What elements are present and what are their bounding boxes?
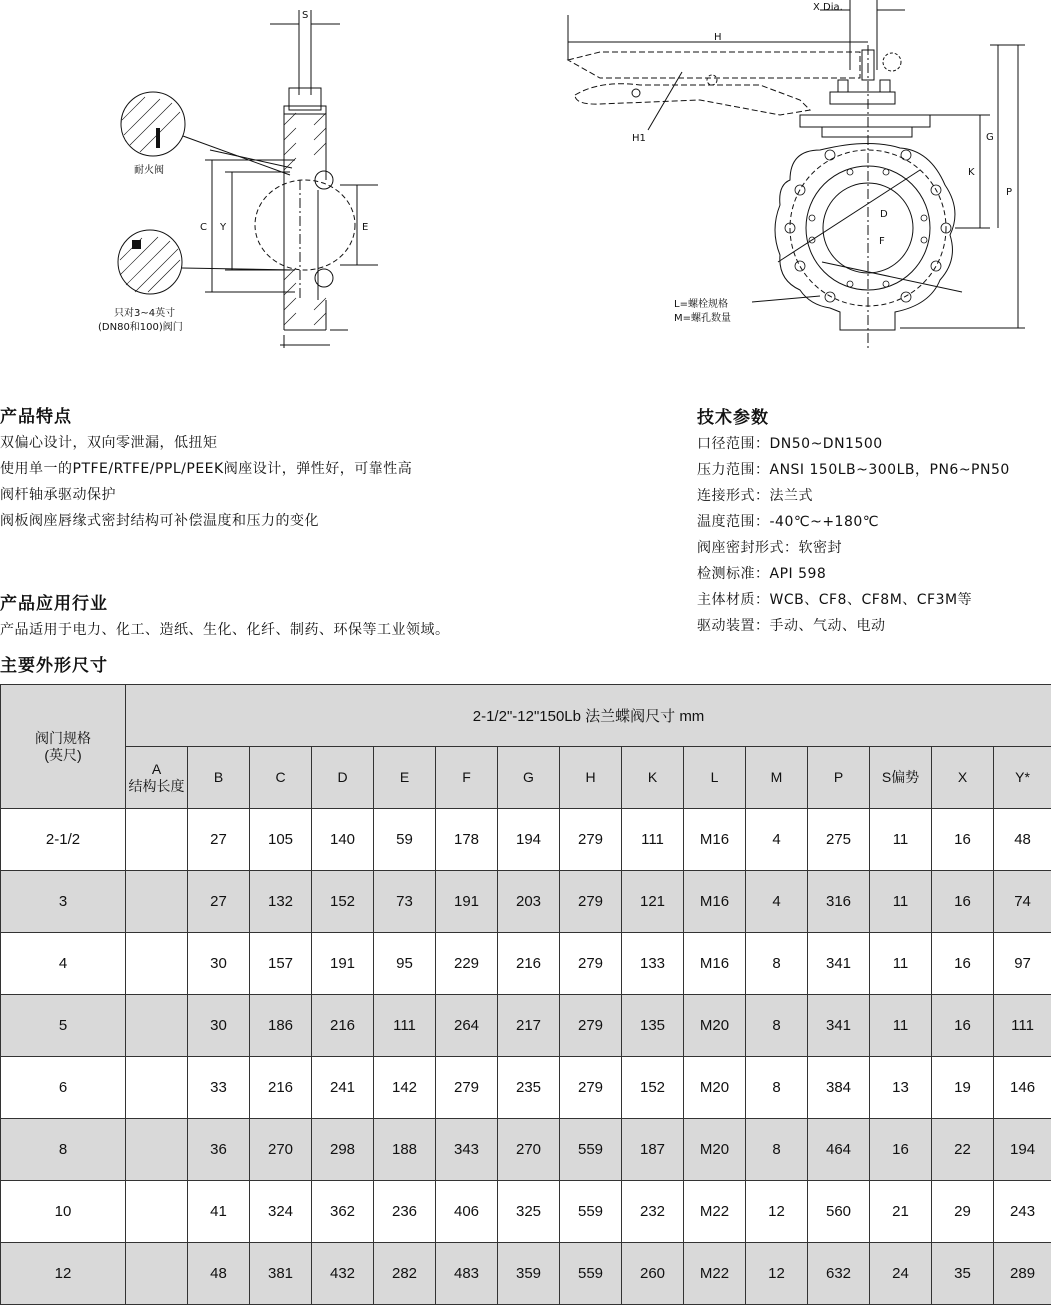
size-note-line2: (DN80和100)阀门 xyxy=(98,322,183,333)
dimensions-title: 主要外形尺寸 xyxy=(0,656,108,676)
column-header: X xyxy=(932,747,994,809)
table-cell: 406 xyxy=(436,1181,498,1243)
dim-label-h: H xyxy=(714,32,722,43)
table-cell: 95 xyxy=(374,933,436,995)
table-cell: 146 xyxy=(994,1057,1051,1119)
table-cell: 74 xyxy=(994,871,1051,933)
table-cell: 203 xyxy=(498,871,560,933)
group-header: 2-1/2"-12"150Lb 法兰蝶阀尺寸 mm xyxy=(126,685,1051,747)
table-cell: 4 xyxy=(746,809,808,871)
dim-label-xdia: X Dia. xyxy=(813,2,843,13)
feature-item: 阀板阀座唇缘式密封结构可补偿温度和压力的变化 xyxy=(0,513,319,529)
table-cell: 111 xyxy=(994,995,1051,1057)
table-cell: 560 xyxy=(808,1181,870,1243)
dim-label-d: D xyxy=(880,209,888,220)
table-cell: 483 xyxy=(436,1243,498,1305)
table-row xyxy=(1,1243,1051,1305)
specs-list xyxy=(697,431,1010,639)
table-cell: 188 xyxy=(374,1119,436,1181)
side-view-drawing xyxy=(118,10,378,348)
size-cell: 10 xyxy=(1,1181,126,1243)
table-cell: 279 xyxy=(436,1057,498,1119)
size-header: 阀门规格 (英尺) xyxy=(1,685,126,809)
table-cell: 121 xyxy=(622,871,684,933)
column-header: D xyxy=(312,747,374,809)
table-row xyxy=(1,871,1051,933)
column-header: S偏势 xyxy=(870,747,932,809)
table-cell: 316 xyxy=(808,871,870,933)
table-cell: M20 xyxy=(684,1119,746,1181)
table-cell: 12 xyxy=(746,1181,808,1243)
column-header: H xyxy=(560,747,622,809)
table-cell xyxy=(126,1057,188,1119)
table-cell: 632 xyxy=(808,1243,870,1305)
table-cell xyxy=(126,1119,188,1181)
table-cell: 186 xyxy=(250,995,312,1057)
table-cell: 178 xyxy=(436,809,498,871)
table-row xyxy=(1,995,1051,1057)
table-cell: 217 xyxy=(498,995,560,1057)
dim-label-p: P xyxy=(1006,187,1013,198)
table-cell: 324 xyxy=(250,1181,312,1243)
table-cell: 97 xyxy=(994,933,1051,995)
spec-item: 温度范围：-40℃~+180℃ xyxy=(697,514,879,530)
table-cell: 48 xyxy=(994,809,1051,871)
table-cell: 216 xyxy=(312,995,374,1057)
spec-item: 检测标准：API 598 xyxy=(697,566,827,582)
bolt-note-l: L=螺栓规格 xyxy=(674,299,728,310)
table-cell: 279 xyxy=(560,1057,622,1119)
table-cell: 279 xyxy=(560,995,622,1057)
table-row xyxy=(1,809,1051,871)
feature-item: 双偏心设计，双向零泄漏，低扭矩 xyxy=(0,435,218,451)
table-cell: 11 xyxy=(870,995,932,1057)
dim-label-s: S xyxy=(302,10,309,21)
table-cell: 241 xyxy=(312,1057,374,1119)
table-cell: 27 xyxy=(188,809,250,871)
table-cell: 559 xyxy=(560,1119,622,1181)
table-cell: 30 xyxy=(188,933,250,995)
table-cell: 111 xyxy=(374,995,436,1057)
size-cell: 6 xyxy=(1,1057,126,1119)
table-cell xyxy=(126,1181,188,1243)
table-cell: 243 xyxy=(994,1181,1051,1243)
features-list xyxy=(0,430,412,534)
table-cell: 8 xyxy=(746,1119,808,1181)
table-cell: 105 xyxy=(250,809,312,871)
table-cell: 464 xyxy=(808,1119,870,1181)
column-header: F xyxy=(436,747,498,809)
table-header-row xyxy=(1,685,1051,747)
table-cell: 11 xyxy=(870,871,932,933)
table-cell xyxy=(126,1243,188,1305)
dim-label-g: G xyxy=(986,132,994,143)
column-header: G xyxy=(498,747,560,809)
table-cell: 11 xyxy=(870,809,932,871)
table-cell: 16 xyxy=(932,871,994,933)
table-cell: 432 xyxy=(312,1243,374,1305)
table-cell: 27 xyxy=(188,871,250,933)
spec-item: 驱动装置：手动、气动、电动 xyxy=(697,618,886,634)
front-view-drawing xyxy=(568,0,1025,350)
table-cell: 140 xyxy=(312,809,374,871)
table-cell: 341 xyxy=(808,933,870,995)
column-header: B xyxy=(188,747,250,809)
table-cell: 142 xyxy=(374,1057,436,1119)
table-cell: 111 xyxy=(622,809,684,871)
table-cell: 270 xyxy=(498,1119,560,1181)
column-header: E xyxy=(374,747,436,809)
table-cell xyxy=(126,809,188,871)
column-header: A 结构长度 xyxy=(126,747,188,809)
table-cell: M22 xyxy=(684,1181,746,1243)
table-cell: 152 xyxy=(312,871,374,933)
bolt-note-m: M=螺孔数量 xyxy=(674,313,732,324)
column-header: L xyxy=(684,747,746,809)
table-cell: 343 xyxy=(436,1119,498,1181)
table-cell: 12 xyxy=(746,1243,808,1305)
table-cell: 59 xyxy=(374,809,436,871)
fireproof-label: 耐火阀 xyxy=(134,165,164,176)
table-cell xyxy=(126,871,188,933)
size-cell: 2-1/2 xyxy=(1,809,126,871)
dim-label-e: E xyxy=(362,222,369,233)
table-cell: 29 xyxy=(932,1181,994,1243)
size-cell: 8 xyxy=(1,1119,126,1181)
table-cell: 216 xyxy=(250,1057,312,1119)
dim-label-h1: H1 xyxy=(632,133,646,144)
table-cell: 384 xyxy=(808,1057,870,1119)
size-cell: 3 xyxy=(1,871,126,933)
column-header: Y* xyxy=(994,747,1051,809)
spec-item: 主体材质：WCB、CF8、CF8M、CF3M等 xyxy=(697,592,973,608)
table-cell: 4 xyxy=(746,871,808,933)
table-cell: 282 xyxy=(374,1243,436,1305)
table-cell xyxy=(126,995,188,1057)
table-cell: 21 xyxy=(870,1181,932,1243)
table-cell: 275 xyxy=(808,809,870,871)
table-cell: 289 xyxy=(994,1243,1051,1305)
table-cell: 359 xyxy=(498,1243,560,1305)
table-cell: 279 xyxy=(560,871,622,933)
table-cell: 559 xyxy=(560,1181,622,1243)
table-cell: 133 xyxy=(622,933,684,995)
table-cell: 194 xyxy=(498,809,560,871)
table-cell: 260 xyxy=(622,1243,684,1305)
table-cell: 132 xyxy=(250,871,312,933)
features-title: 产品特点 xyxy=(0,407,72,427)
table-cell: 19 xyxy=(932,1057,994,1119)
table-cell: 325 xyxy=(498,1181,560,1243)
table-cell: 270 xyxy=(250,1119,312,1181)
table-cell: 73 xyxy=(374,871,436,933)
table-cell: M16 xyxy=(684,933,746,995)
table-cell: 187 xyxy=(622,1119,684,1181)
table-cell: 8 xyxy=(746,995,808,1057)
table-cell: 30 xyxy=(188,995,250,1057)
table-cell: 33 xyxy=(188,1057,250,1119)
size-cell: 5 xyxy=(1,995,126,1057)
table-cell xyxy=(126,933,188,995)
table-cell: 191 xyxy=(436,871,498,933)
table-cell: 362 xyxy=(312,1181,374,1243)
dim-label-k: K xyxy=(968,167,975,178)
table-cell: 194 xyxy=(994,1119,1051,1181)
table-row xyxy=(1,1057,1051,1119)
spec-item: 连接形式：法兰式 xyxy=(697,488,813,504)
valve-drawing-svg xyxy=(0,0,1051,380)
column-header-row xyxy=(1,747,1051,809)
table-cell: 16 xyxy=(870,1119,932,1181)
size-note-line1: 只对3~4英寸 xyxy=(114,308,176,319)
industry-title: 产品应用行业 xyxy=(0,594,108,614)
table-cell: M20 xyxy=(684,1057,746,1119)
table-cell: 35 xyxy=(932,1243,994,1305)
table-cell: 232 xyxy=(622,1181,684,1243)
table-cell: 381 xyxy=(250,1243,312,1305)
table-cell: 152 xyxy=(622,1057,684,1119)
column-header: C xyxy=(250,747,312,809)
table-cell: 229 xyxy=(436,933,498,995)
table-cell: 48 xyxy=(188,1243,250,1305)
table-cell: 8 xyxy=(746,1057,808,1119)
spec-item: 压力范围：ANSI 150LB~300LB，PN6~PN50 xyxy=(697,462,1010,478)
size-cell: 12 xyxy=(1,1243,126,1305)
column-header: K xyxy=(622,747,684,809)
spec-item: 口径范围：DN50~DN1500 xyxy=(697,436,883,452)
table-cell: 8 xyxy=(746,933,808,995)
table-cell: 235 xyxy=(498,1057,560,1119)
table-cell: 157 xyxy=(250,933,312,995)
dim-label-f: F xyxy=(879,236,885,247)
table-cell: M16 xyxy=(684,809,746,871)
table-cell: 191 xyxy=(312,933,374,995)
table-cell: 16 xyxy=(932,809,994,871)
table-row xyxy=(1,933,1051,995)
table-cell: 298 xyxy=(312,1119,374,1181)
technical-drawings xyxy=(0,0,1051,380)
table-cell: M22 xyxy=(684,1243,746,1305)
table-cell: 16 xyxy=(932,995,994,1057)
table-cell: 22 xyxy=(932,1119,994,1181)
column-header: M xyxy=(746,747,808,809)
table-cell: 41 xyxy=(188,1181,250,1243)
table-cell: 559 xyxy=(560,1243,622,1305)
table-cell: 13 xyxy=(870,1057,932,1119)
table-cell: 279 xyxy=(560,933,622,995)
table-cell: 36 xyxy=(188,1119,250,1181)
table-cell: 341 xyxy=(808,995,870,1057)
specs-title: 技术参数 xyxy=(697,408,769,428)
dim-label-c: C xyxy=(200,222,207,233)
table-cell: M20 xyxy=(684,995,746,1057)
feature-item: 使用单一的PTFE/RTFE/PPL/PEEK阀座设计，弹性好，可靠性高 xyxy=(0,461,413,477)
table-cell: M16 xyxy=(684,871,746,933)
column-header: P xyxy=(808,747,870,809)
dimensions-table-body xyxy=(1,809,1051,1305)
table-cell: 11 xyxy=(870,933,932,995)
table-cell: 216 xyxy=(498,933,560,995)
table-cell: 236 xyxy=(374,1181,436,1243)
industry-text: 产品适用于电力、化工、造纸、生化、化纤、制药、环保等工业领域。 xyxy=(0,622,450,638)
size-cell: 4 xyxy=(1,933,126,995)
table-row xyxy=(1,1181,1051,1243)
table-cell: 264 xyxy=(436,995,498,1057)
spec-item: 阀座密封形式：软密封 xyxy=(697,540,842,556)
table-cell: 16 xyxy=(932,933,994,995)
dim-label-y: Y xyxy=(220,222,227,233)
table-cell: 24 xyxy=(870,1243,932,1305)
dimensions-table xyxy=(0,684,1051,1305)
table-cell: 135 xyxy=(622,995,684,1057)
table-row xyxy=(1,1119,1051,1181)
table-cell: 279 xyxy=(560,809,622,871)
feature-item: 阀杆轴承驱动保护 xyxy=(0,487,116,503)
